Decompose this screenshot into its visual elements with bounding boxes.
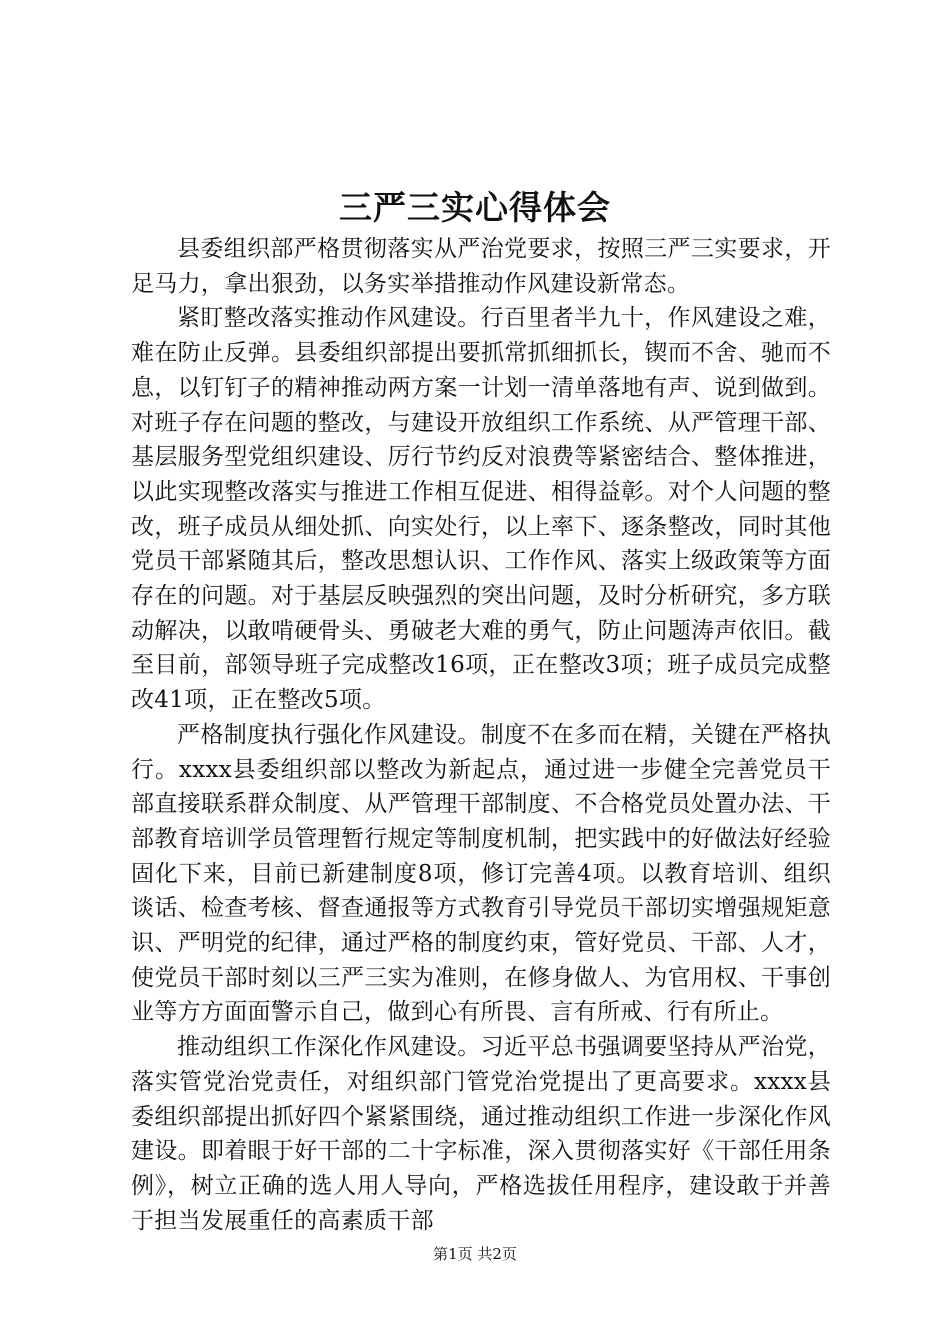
document-body (131, 232, 831, 1238)
paragraph-institution: 严格制度执行强化作风建设。制度不在多而在精，关键在严格执行。xxxx县委组织部以整改为新起点，通过进一步健全完善党员干部直接联系群众制度、从严管理干部制度、不合格党员处置办法、干部教育培训学员管理暂行规定等制度机制，把实践中的好做法好经验固化下来，目前已新建制度8项，修订完善4项。以教育培训、组织谈话、检查考核、督查通报等方式教育引导党员干部切实增强规矩意识、严明党的纪律，通过严格的制度约束，管好党员、干部、人才，使党员干部时刻以三严三实为准则，在修身做人、为官用权、干事创业等方方面面警示自己，做到心有所畏、言有所戒、行有所止。 (131, 721, 831, 1026)
document-title: 三严三实心得体会 (339, 188, 611, 227)
page-number-footer: 第1页 共2页 (433, 1245, 517, 1263)
paragraph-organization-work: 推动组织工作深化作风建设。习近平总书强调要坚持从严治党，落实管党治党责任，对组织部门管党治党提出了更高要求。xxxx县委组织部提出抓好四个紧紧围绕，通过推动组织工作进一步深化作风建设。即着眼于好干部的二十字标准，深入贯彻落实好《干部任用条例》，树立正确的选人用人导向，严格选拔任用程序，建设敢于并善于担当发展重任的高素质干部 (131, 1034, 831, 1234)
paragraph-intro: 县委组织部严格贯彻落实从严治党要求，按照三严三实要求，开足马力，拿出狠劲，以务实举措推动作风建设新常态。 (131, 236, 831, 297)
paragraph-rectification: 紧盯整改落实推动作风建设。行百里者半九十，作风建设之难，难在防止反弹。县委组织部提出要抓常抓细抓长，锲而不舍、驰而不息，以钉钉子的精神推动两方案一计划一清单落地有声、说到做到。对班子存在问题的整改，与建设开放组织工作系统、从严管理干部、基层服务型党组织建设、厉行节约反对浪费等紧密结合、整体推进，以此实现整改落实与推进工作相互促进、相得益彰。对个人问题的整改，班子成员从细处抓、向实处行，以上率下、逐条整改，同时其他党员干部紧随其后，整改思想认识、工作作风、落实上级政策等方面存在的问题。对于基层反映强烈的突出问题，及时分析研究，多方联动解决，以敢啃硬骨头、勇破老大难的勇气，防止问题涛声依旧。截至目前，部领导班子完成整改16项，正在整改3项；班子成员完成整改41项，正在整改5项。 (131, 305, 831, 714)
